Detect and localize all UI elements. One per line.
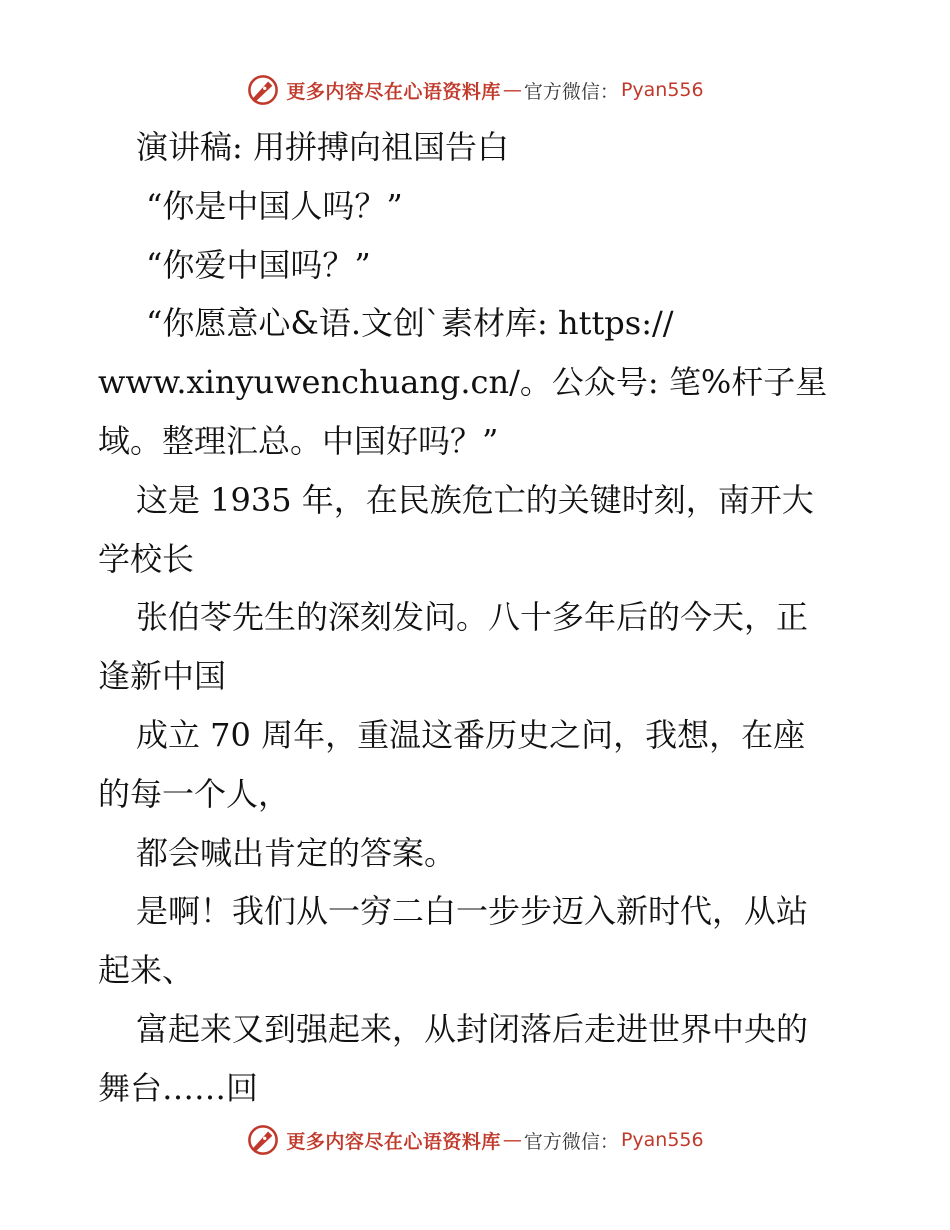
body-line: 域。整理汇总。中国好吗？” — [98, 421, 499, 460]
banner-separator: — — [502, 79, 522, 101]
body-line: www.xinyuwenchuang.cn/。公众号: 笔%杆子星 — [98, 363, 828, 402]
body-line: 都会喊出肯定的答案。 — [136, 833, 457, 872]
document-title: 演讲稿: 用拼搏向祖国告白 — [136, 128, 509, 166]
body-line: “你愿意心&语.文创`素材库: https:// — [146, 304, 674, 343]
body-line: “你是中国人吗？” — [146, 186, 403, 225]
body-line: 张伯苓先生的深刻发问。八十多年后的今天，正 — [136, 598, 809, 637]
body-line: 这是 1935 年，在民族危亡的关键时刻，南开大 — [136, 480, 814, 519]
pen-nib-logo-icon — [246, 73, 280, 107]
body-line: 富起来又到强起来，从封闭落后走进世界中央的 — [136, 1009, 809, 1048]
banner-site-name: 更多内容尽在心语资料库 — [286, 80, 501, 103]
body-line: 起来、 — [98, 951, 195, 990]
body-line: “你爱中国吗？” — [146, 245, 371, 284]
banner-wechat-id: Pyan556 — [620, 79, 704, 101]
body-line: 成立 70 周年，重温这番历史之问，我想，在座 — [136, 715, 806, 754]
body-line: 是啊！我们从一穷二白一步步迈入新时代，从站 — [136, 892, 809, 931]
body-line: 学校长 — [98, 539, 195, 578]
header-watermark-banner — [0, 70, 950, 110]
banner-wechat-label: 官方微信： — [523, 80, 619, 103]
footer-watermark-banner — [0, 1120, 950, 1160]
body-line: 舞台……回 — [98, 1068, 259, 1107]
pen-nib-logo-icon — [246, 1123, 280, 1157]
banner-wechat-id: Pyan556 — [620, 1129, 704, 1151]
banner-wechat-label: 官方微信： — [523, 1130, 619, 1153]
banner-site-name: 更多内容尽在心语资料库 — [286, 1130, 501, 1153]
body-line: 的每一个人， — [98, 774, 291, 813]
body-line: 逢新中国 — [98, 657, 227, 696]
document-body — [98, 118, 858, 1118]
banner-separator: — — [502, 1129, 522, 1151]
